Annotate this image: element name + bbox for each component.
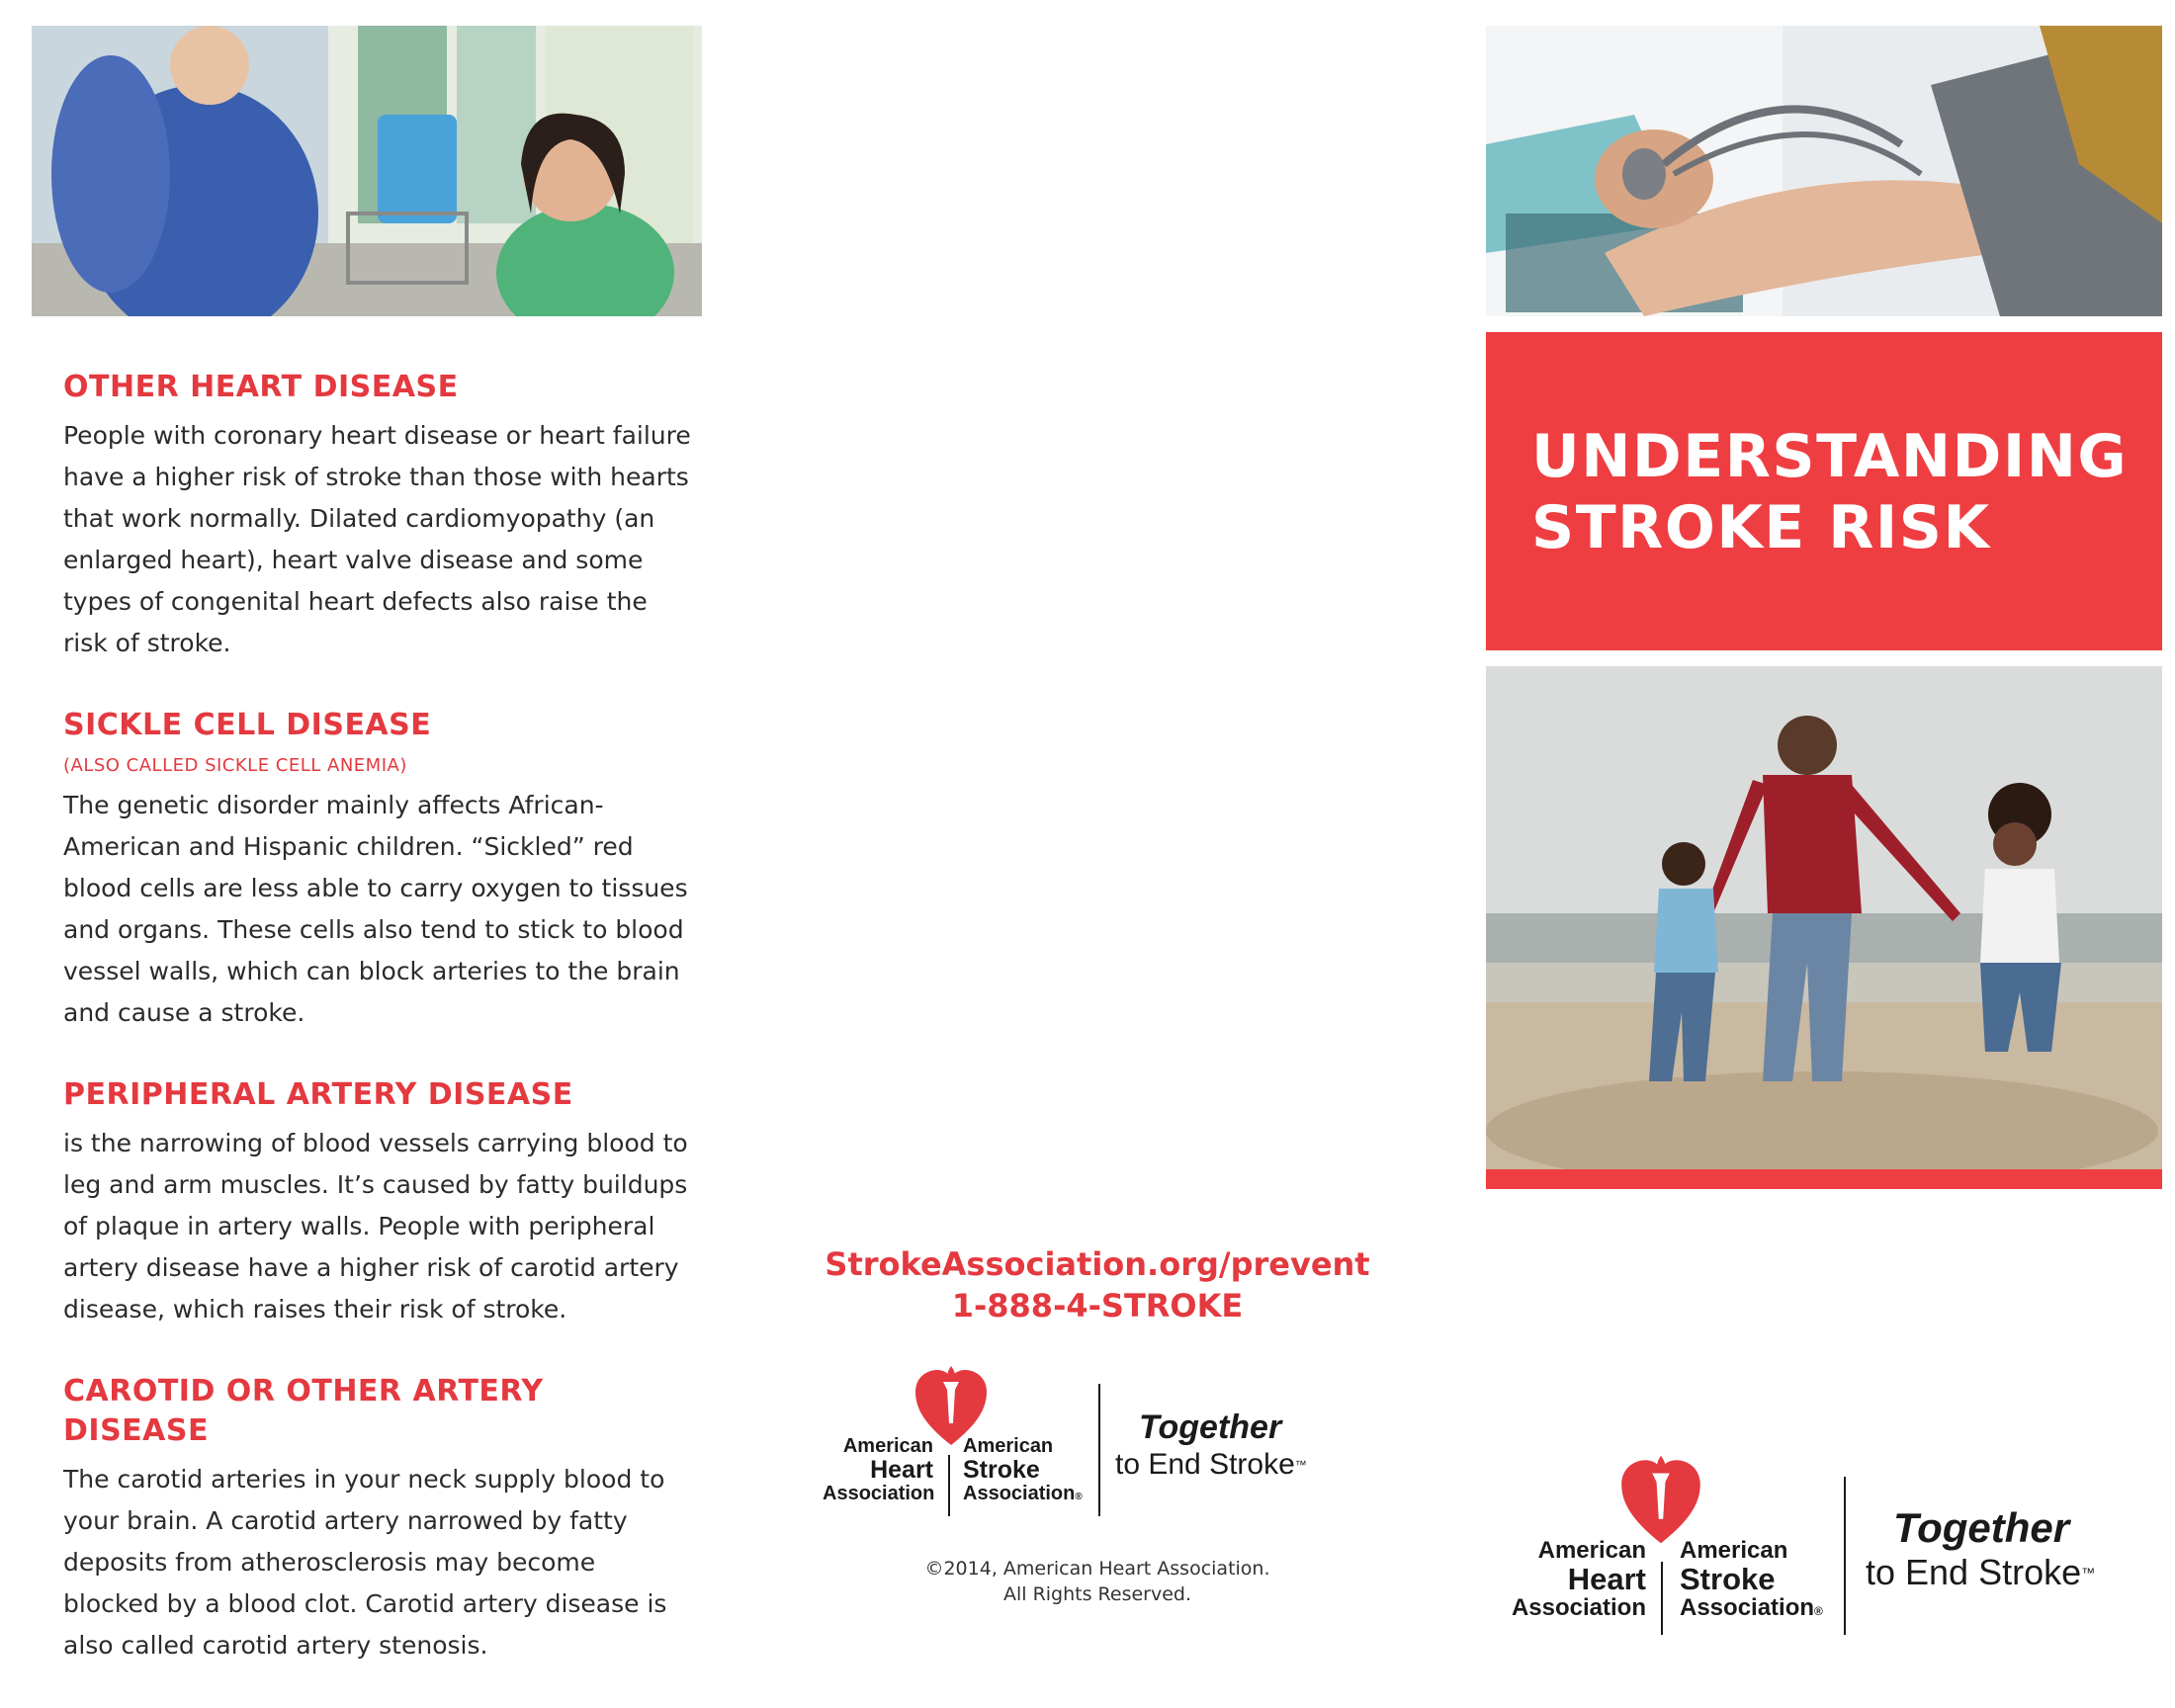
trademark-mark: ™ [2081,1565,2096,1580]
copyright-line2: All Rights Reserved. [1002,1583,1192,1605]
photo-health-screening [32,26,702,316]
contact-block [811,1243,1384,1326]
cover-title-box [1486,332,2162,650]
section-body: The carotid arteries in your neck supply blood to your brain. A carotid artery narrowed by fatty deposits from atherosclerosis may become blocked by a blood clot. Carotid artery disease is also called carotid artery stenosis. [63,1465,667,1660]
section-subheading: (ALSO CALLED SICKLE CELL ANEMIA) [63,755,407,776]
heart-org-name [1508,1538,1646,1621]
logo-divider [1098,1384,1100,1516]
heart-org-name [823,1435,933,1504]
cover-title-line1: UNDERSTANDING [1531,422,2129,491]
tagline-end-stroke [1115,1447,1307,1483]
copyright-notice [870,1556,1325,1607]
red-accent-strip [1486,1169,2162,1189]
logo-divider [1661,1562,1663,1635]
logo-text: Association [1511,1594,1646,1621]
logo-text [1680,1595,1823,1624]
heart-torch-icon [1619,1453,1702,1546]
cover-title-line2: STROKE RISK [1531,493,1991,562]
logo-text: Stroke [963,1456,1040,1484]
logo-text: to End Stroke [1866,1552,2082,1592]
aha-asa-logo-cover [1508,1453,2140,1651]
photo-family-beach [1486,666,2162,1170]
logo-text: Association [823,1483,935,1504]
contact-phone: 1-888-4-STROKE [951,1287,1244,1324]
logo-text: Association [1680,1594,1815,1621]
logo-text: American [1537,1537,1646,1564]
section-body: People with coronary heart disease or heart failure have a higher risk of stroke than those with hearts that work normally. Dilated cardiomyopathy (an enlarged heart), heart valve disease and some types of congenital heart defects also raise the risk of stroke. [63,421,691,657]
tagline-end-stroke [1866,1552,2095,1593]
section-body: is the narrowing of blood vessels carrying blood to leg and arm muscles. It’s caused by fatty buildups of plaque in artery walls. People with peripheral artery disease have a higher risk of carotid artery disease, which raises their risk of stroke. [63,1129,688,1324]
logo-text: American [1680,1537,1788,1564]
tagline-together: Together [1139,1409,1282,1446]
registered-mark: ® [1075,1492,1083,1502]
logo-text: Heart [870,1456,933,1484]
section-other-heart-disease [63,368,696,664]
logo-divider [1844,1477,1846,1635]
section-sickle-cell-disease [63,706,696,1034]
logo-text: Heart [1567,1562,1646,1596]
photo-blood-pressure-check [1486,26,2162,316]
logo-text [963,1483,1083,1508]
copyright-line1: ©2014, American Heart Association. [924,1558,1270,1580]
section-heading: SICKLE CELL DISEASE [63,708,432,742]
logo-text: Stroke [1680,1562,1776,1596]
trademark-mark: ™ [1294,1458,1307,1472]
logo-text: American [963,1435,1054,1457]
left-column [63,368,696,1708]
stroke-org-name [963,1435,1083,1508]
section-heading: PERIPHERAL ARTERY DISEASE [63,1077,573,1112]
section-peripheral-artery-disease [63,1075,696,1330]
logo-text: Association [963,1483,1076,1504]
logo-divider [948,1455,950,1516]
logo-text: to End Stroke [1115,1448,1295,1481]
tagline-together: Together [1893,1504,2070,1551]
registered-mark: ® [1814,1604,1823,1618]
stroke-org-name [1680,1538,1823,1624]
section-carotid-artery-disease [63,1372,696,1666]
section-heading: CAROTID OR OTHER ARTERY DISEASE [63,1374,544,1448]
aha-asa-logo-middle [823,1364,1356,1542]
section-body: The genetic disorder mainly affects African-American and Hispanic children. “Sickled” red blood cells are less able to carry oxygen to tissues and organs. These cells also tend to stick to blood vessel walls, which can block arteries to the brain and cause a stroke. [63,791,688,1027]
logo-text: American [842,1435,933,1457]
cover-title [1531,421,2128,563]
contact-url-link[interactable]: StrokeAssociation.org/prevent [825,1245,1370,1283]
section-heading: OTHER HEART DISEASE [63,370,459,404]
